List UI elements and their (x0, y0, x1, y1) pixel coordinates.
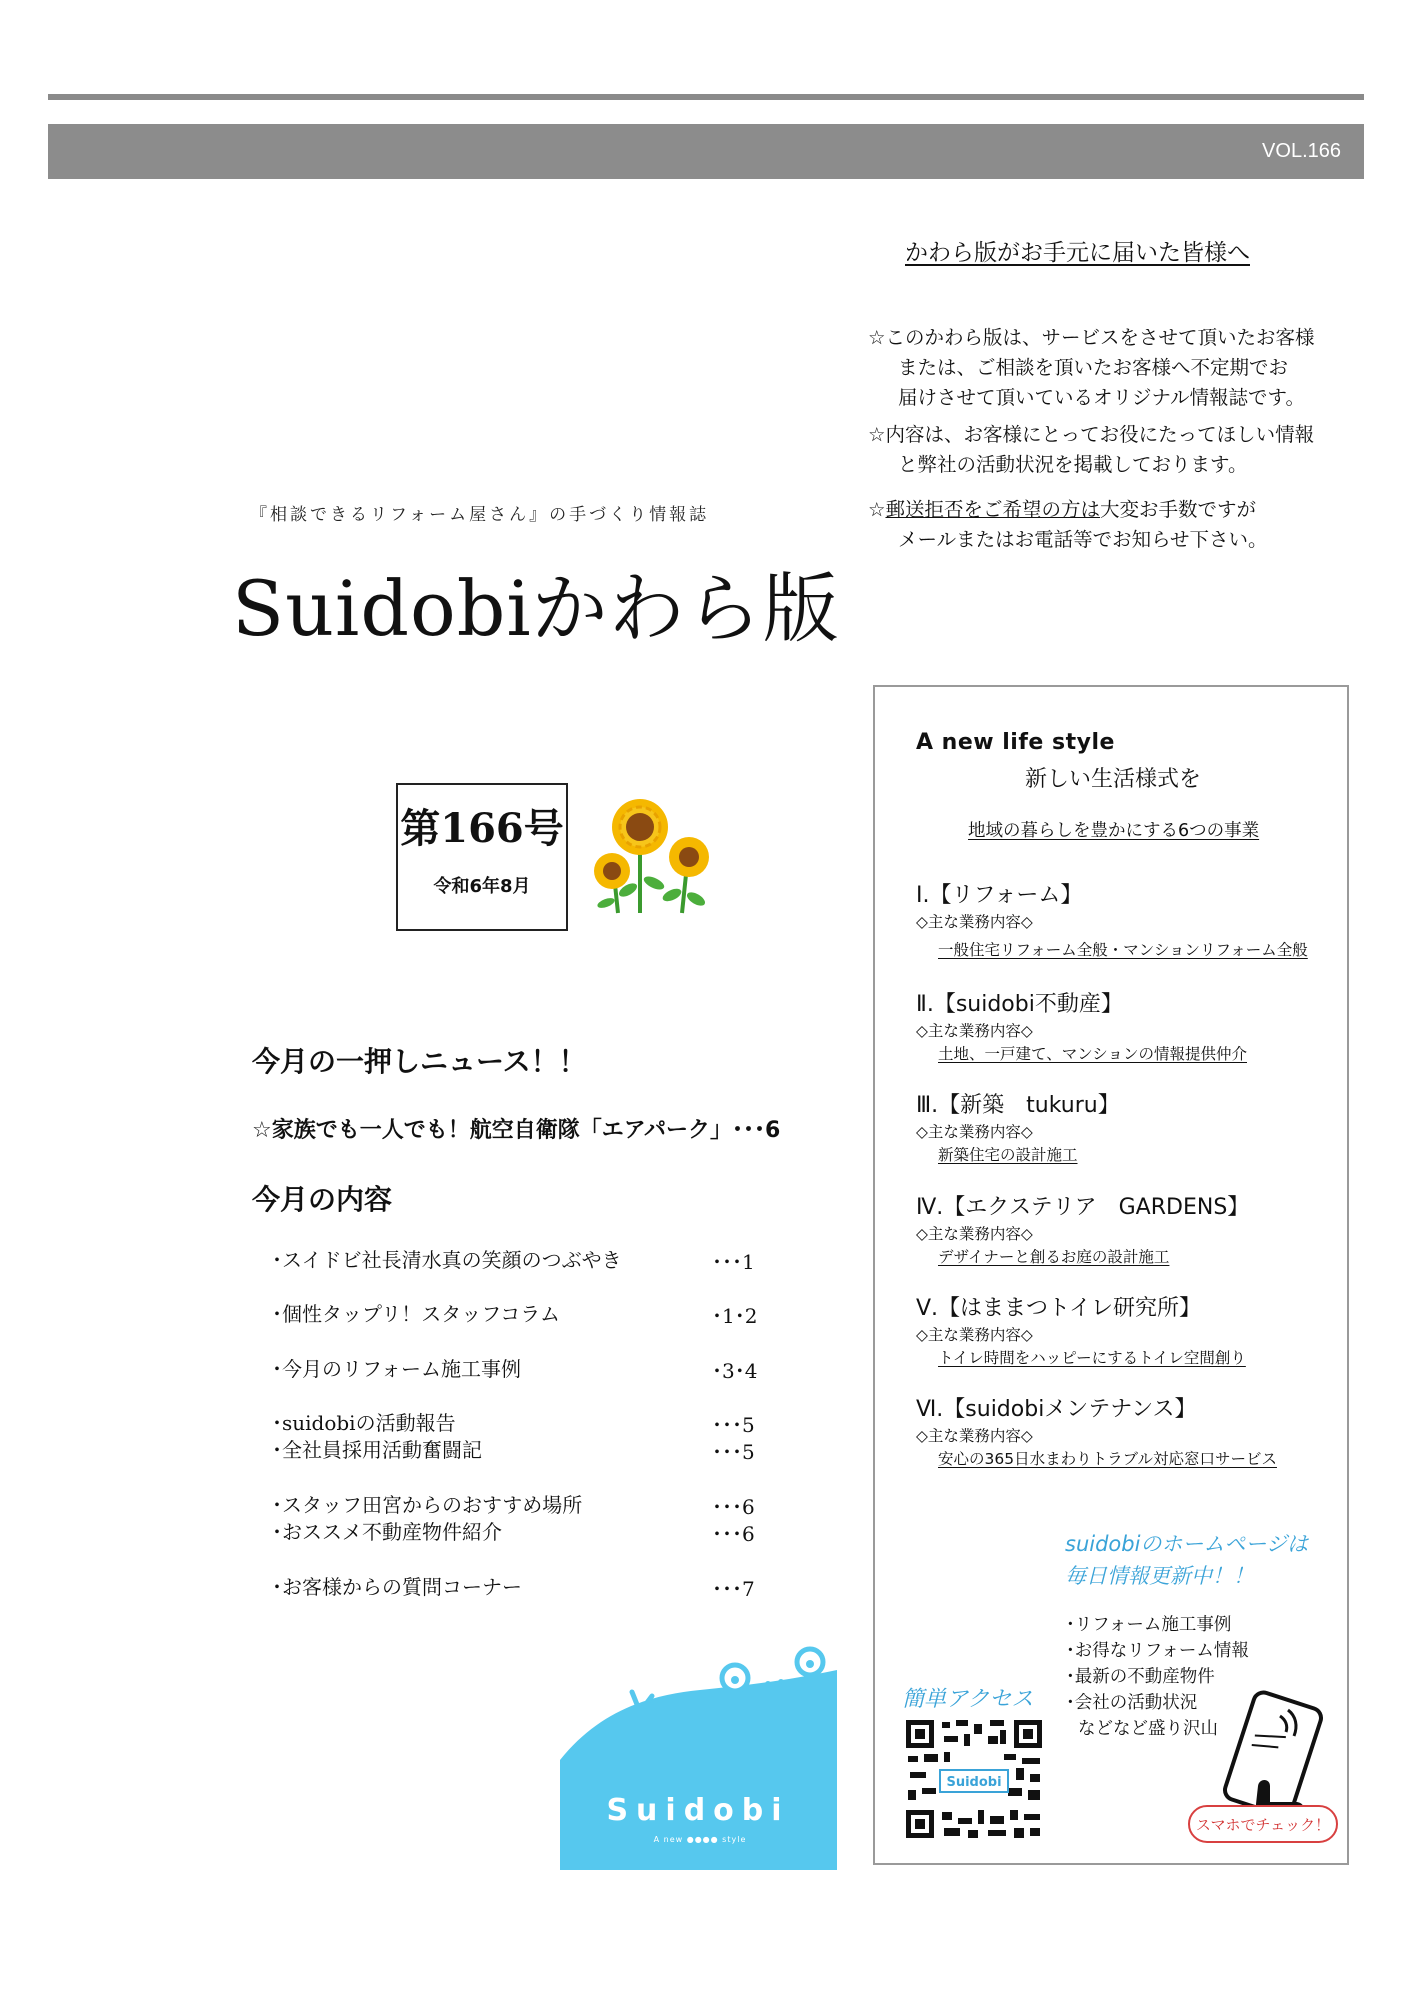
sunflower-small-left (594, 853, 630, 889)
toc-page: ･･･6 (712, 1495, 755, 1519)
homepage-note (1065, 1528, 1308, 1592)
news-heading: 今月の一押しニュース！！ (252, 1045, 587, 1078)
toc-page: ･1･2 (712, 1304, 758, 1328)
logo-tagline: A new ●●●● style (653, 1835, 747, 1844)
business-desc: 一般住宅リフォーム全般・マンションリフォーム全般 (938, 941, 1308, 959)
logo-eye-left (722, 1665, 748, 1691)
volume-label: VOL.166 (1262, 140, 1341, 162)
business-desc: デザイナーと創るお庭の設計施工 (938, 1248, 1170, 1266)
notice-underlined: 郵送拒否をご希望の方は (885, 498, 1100, 521)
list-item: ･会社の活動状況 (1066, 1693, 1198, 1713)
list-item: ･お得なリフォーム情報 (1066, 1641, 1249, 1661)
issue-number: 第166号 (400, 805, 564, 852)
business-sub-label: ◇主な業務内容◇ (916, 1427, 1033, 1445)
issue-box (396, 783, 568, 931)
toc-item: ･全社員採用活動奮闘記 (272, 1438, 482, 1462)
business-sub-label: ◇主な業務内容◇ (916, 1022, 1033, 1040)
homepage-note-line: 毎日情報更新中！！ (1065, 1564, 1254, 1588)
business-title: Ⅳ.【エクステリア GARDENS】 (916, 1195, 1250, 1220)
business-desc: 土地、一戸建て、マンションの情報提供仲介 (938, 1045, 1247, 1063)
toc-item: ･お客様からの質問コーナー (272, 1575, 522, 1599)
business-sub-label: ◇主な業務内容◇ (916, 1123, 1033, 1141)
toc-item: ･スイドビ社長清水真の笑顔のつぶやき (272, 1248, 622, 1272)
news-item: ☆家族でも一人でも！航空自衛隊「エアパーク」･･･6 (252, 1118, 781, 1143)
list-item: ･最新の不動産物件 (1066, 1667, 1215, 1687)
business-desc: トイレ時間をハッピーにするトイレ空間創り (938, 1349, 1246, 1367)
logo-wordmark: Suidobi (606, 1793, 790, 1828)
notice-line: と弊社の活動状況を掲載しております。 (898, 453, 1248, 476)
business-sub-label: ◇主な業務内容◇ (916, 1326, 1033, 1344)
business-title: Ⅱ.【suidobi不動産】 (916, 992, 1123, 1017)
logo-eye-right (797, 1649, 823, 1675)
business-desc: 新築住宅の設計施工 (938, 1146, 1078, 1164)
notice-paragraph-1 (868, 323, 1338, 413)
panel-style-jp: 新しい生活様式を (1025, 767, 1202, 792)
toc-page: ･･･5 (712, 1440, 755, 1464)
notice-line: ☆このかわら版は、サービスをさせて頂いたお客様 (868, 326, 1315, 349)
check-on-smartphone-badge: スマホでチェック！ (1188, 1805, 1338, 1843)
toc-page: ･3･4 (712, 1359, 758, 1383)
business-desc: 安心の365日水まわりトラブル対応窓口サービス (938, 1450, 1277, 1468)
business-title: Ⅲ.【新築 tukuru】 (916, 1093, 1120, 1118)
qr-label: Suidobi (946, 1775, 1002, 1790)
homepage-note-line: suidobiのホームページは (1065, 1532, 1309, 1556)
sunflower-illustration (592, 795, 722, 915)
list-item: ･リフォーム施工事例 (1066, 1615, 1232, 1635)
brand-title: Suidobiかわら版 (232, 564, 840, 653)
toc-page: ･･･7 (712, 1577, 755, 1601)
toc-page: ･･･5 (712, 1413, 755, 1437)
notice-paragraph-3 (868, 495, 1338, 555)
toc-item: ･今月のリフォーム施工事例 (272, 1357, 521, 1381)
header-band (48, 124, 1364, 179)
notice-paragraph-2 (868, 420, 1338, 480)
sunflower-large (612, 799, 668, 855)
toc-page: ･･･6 (712, 1522, 755, 1546)
issue-date: 令和6年8月 (433, 876, 531, 897)
sunflower-small-right (669, 837, 709, 877)
business-title: Ⅴ.【はままつトイレ研究所】 (916, 1296, 1201, 1321)
panel-style-en: A new life style (916, 730, 1115, 755)
notice-line: または、ご相談を頂いたお客様へ不定期でお (898, 356, 1289, 379)
business-sub-label: ◇主な業務内容◇ (916, 1225, 1033, 1243)
toc-item: ･suidobiの活動報告 (272, 1411, 456, 1435)
notice-line: メールまたはお電話等でお知らせ下さい。 (898, 528, 1268, 551)
business-sub-label: ◇主な業務内容◇ (916, 913, 1033, 931)
toc-item: ･スタッフ田宮からのおすすめ場所 (272, 1493, 583, 1517)
panel-six-businesses: 地域の暮らしを豊かにする6つの事業 (968, 821, 1260, 841)
toc-item: ･おススメ不動産物件紹介 (272, 1520, 502, 1544)
top-rule (48, 94, 1364, 100)
notice-line: ☆ (868, 498, 886, 521)
easy-access-label: 簡単アクセス (902, 1687, 1034, 1712)
toc-item: ･個性タップリ！スタッフコラム (272, 1302, 560, 1326)
notice-line: ☆内容は、お客様にとってお役にたってほしい情報 (868, 423, 1315, 446)
contents-heading: 今月の内容 (252, 1183, 393, 1216)
business-title: Ⅵ.【suidobiメンテナンス】 (916, 1397, 1197, 1422)
qr-code-icon[interactable] (904, 1718, 1044, 1840)
suidobi-logo (560, 1640, 837, 1870)
toc-page: ･･･1 (712, 1250, 755, 1274)
business-title: Ⅰ.【リフォーム】 (916, 883, 1083, 908)
notice-line: 届けさせて頂いているオリジナル情報誌です。 (898, 386, 1305, 409)
notice-line: 大変お手数ですが (1100, 498, 1257, 521)
list-item: などなど盛り沢山 (1078, 1719, 1218, 1739)
tagline: 『相談できるリフォーム屋さん』の手づくり情報誌 (250, 505, 710, 525)
notice-title: かわら版がお手元に届いた皆様へ (905, 240, 1250, 266)
